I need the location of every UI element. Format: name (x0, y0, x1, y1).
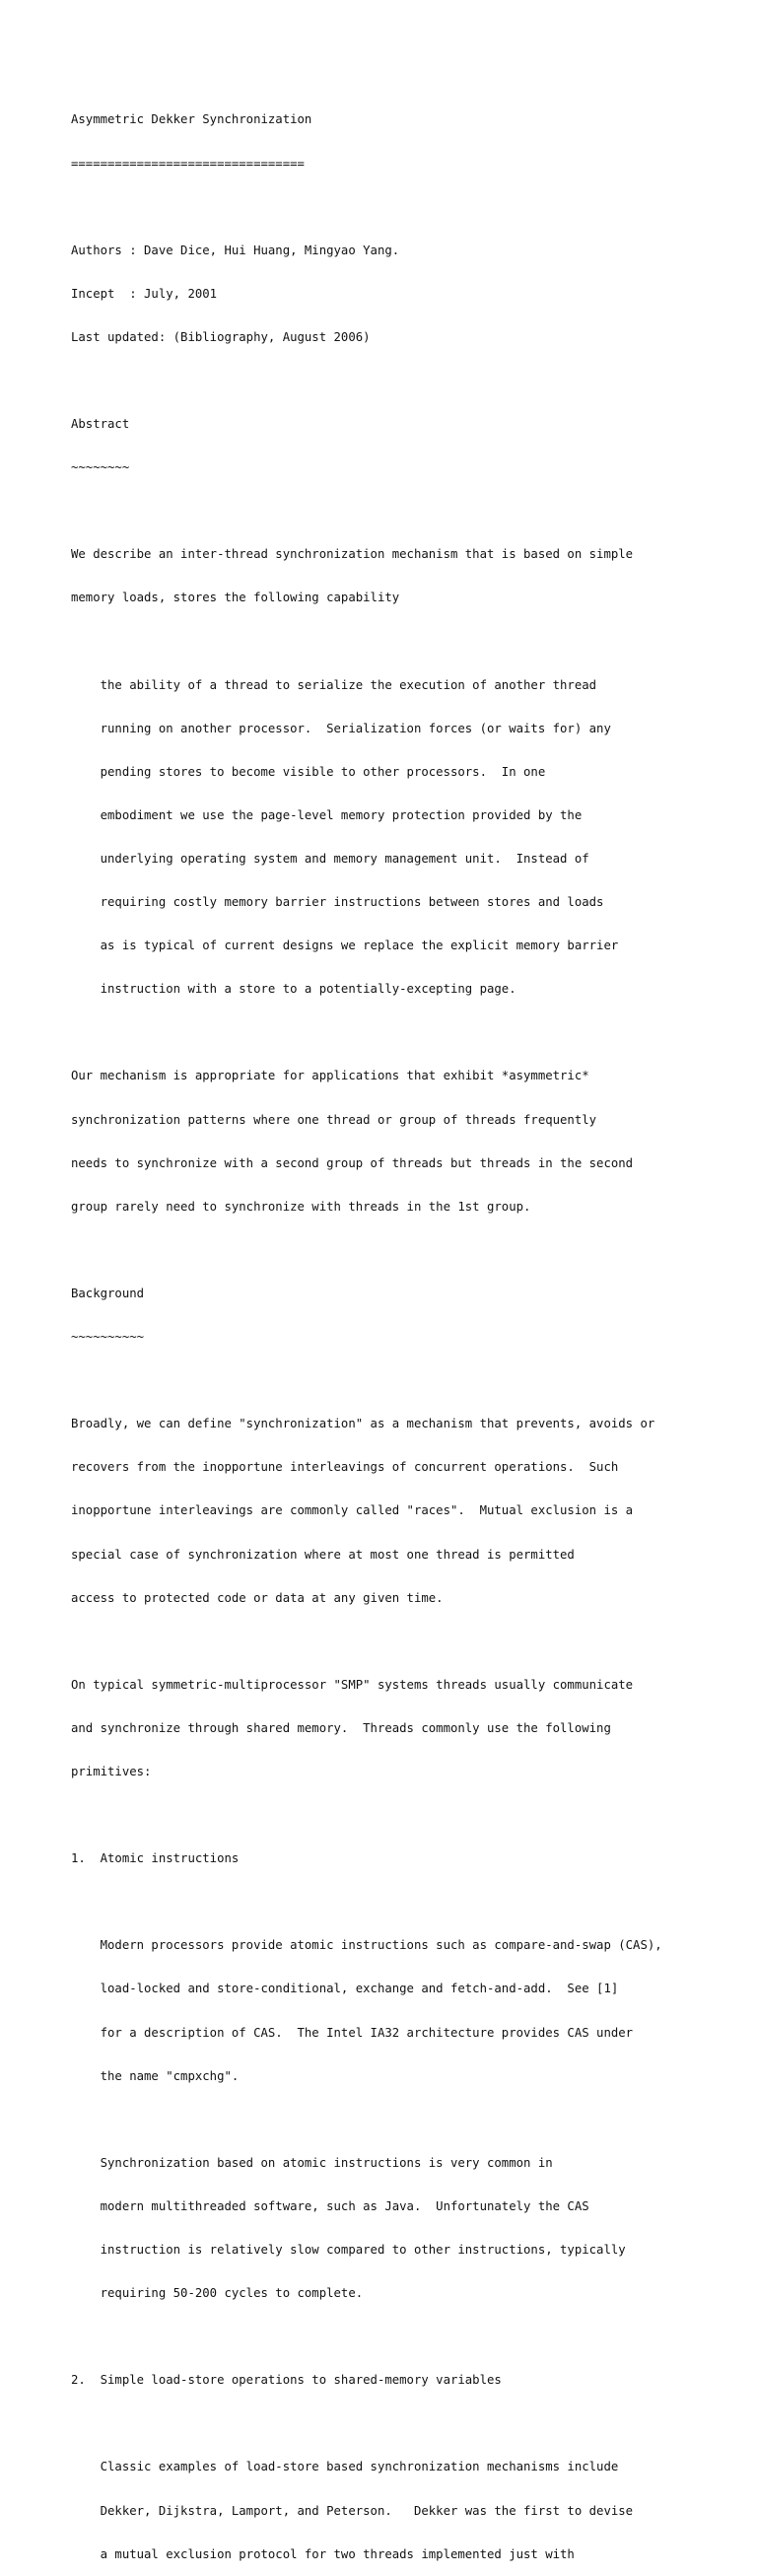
list-item-1-p1-line: load-locked and store-conditional, exchange and fetch-and-add. See [1] (71, 1982, 619, 1996)
abstract-heading: Abstract (71, 417, 130, 432)
authors-line: Authors : Dave Dice, Hui Huang, Mingyao Yang. (71, 243, 400, 257)
list-item-2-heading: 2. Simple load-store operations to shared-memory variables (71, 2373, 502, 2388)
list-item-1-p2-line: modern multithreaded software, such as Java. Unfortunately the CAS (71, 2198, 589, 2213)
abstract-mechanism-line: needs to synchronize with a second group of threads but threads in the second (71, 1155, 634, 1170)
abstract-quote-line: embodiment we use the page-level memory protection provided by the (71, 807, 583, 822)
abstract-underline: ~~~~~~~~ (71, 460, 130, 475)
list-item-1-p2-line: instruction is relatively slow compared to other instructions, typically (71, 2243, 626, 2257)
blank-line (71, 2113, 741, 2127)
background-p1-line: Broadly, we can define "synchronization" as a mechanism that prevents, avoids or (71, 1417, 655, 1431)
abstract-intro-line: We describe an inter-thread synchronization mechanism that is based on simple (71, 547, 634, 562)
blank-line (71, 1635, 741, 1649)
list-item-1-p2-line: Synchronization based on atomic instructions is very common in (71, 2155, 553, 2170)
blank-line (71, 1808, 741, 1823)
background-p2-line: and synchronize through shared memory. Threads commonly use the following (71, 1720, 611, 1735)
blank-line (71, 1243, 741, 1258)
title-underline: ================================ (71, 156, 305, 171)
background-p1-line: special case of synchronization where at most one thread is permitted (71, 1547, 575, 1562)
blank-line (71, 1373, 741, 1388)
blank-line (71, 2330, 741, 2344)
list-item-1-p1-line: for a description of CAS. The Intel IA32 architecture provides CAS under (71, 2025, 634, 2040)
list-item-1-p1-line: the name "cmpxchg". (71, 2068, 240, 2083)
background-p2-line: On typical symmetric-multiprocessor "SMP" systems threads usually communicate (71, 1677, 634, 1692)
abstract-mechanism-line: Our mechanism is appropriate for applications that exhibit *asymmetric* (71, 1069, 589, 1083)
abstract-quote-line: instruction with a store to a potentially-excepting page. (71, 982, 516, 997)
abstract-quote-line: as is typical of current designs we replace the explicit memory barrier (71, 939, 619, 953)
blank-line (71, 1895, 741, 1910)
list-item-2-p1-line: Dekker, Dijkstra, Lamport, and Peterson. Dekker was the first to devise (71, 2503, 634, 2518)
document-body (71, 84, 741, 2576)
abstract-intro-line: memory loads, stores the following capability (71, 591, 400, 605)
blank-line (71, 504, 741, 519)
blank-line (71, 374, 741, 388)
abstract-quote-line: the ability of a thread to serialize the execution of another thread (71, 677, 597, 692)
blank-line (71, 1025, 741, 1040)
abstract-quote-line: requiring costly memory barrier instructions between stores and loads (71, 895, 604, 910)
document-title: Asymmetric Dekker Synchronization (71, 112, 312, 127)
abstract-mechanism-line: group rarely need to synchronize with threads in the 1st group. (71, 1199, 531, 1214)
list-item-1-p1-line: Modern processors provide atomic instructions such as compare-and-swap (CAS), (71, 1938, 662, 1953)
list-item-1-p2-line: requiring 50-200 cycles to complete. (71, 2286, 364, 2301)
blank-line (71, 635, 741, 650)
background-underline: ~~~~~~~~~~ (71, 1330, 145, 1345)
background-heading: Background (71, 1286, 145, 1300)
list-item-1-heading: 1. Atomic instructions (71, 1851, 240, 1866)
blank-line (71, 2416, 741, 2431)
abstract-quote-line: pending stores to become visible to other processors. In one (71, 764, 546, 779)
blank-line (71, 200, 741, 215)
background-p2-line: primitives: (71, 1764, 152, 1778)
abstract-quote-line: underlying operating system and memory management unit. Instead of (71, 852, 589, 866)
last-updated-line: Last updated: (Bibliography, August 2006) (71, 329, 371, 344)
list-item-2-p1-line: Classic examples of load-store based synchronization mechanisms include (71, 2460, 619, 2474)
abstract-quote-line: running on another processor. Serialization forces (or waits for) any (71, 721, 611, 735)
background-p1-line: inopportune interleavings are commonly called "races". Mutual exclusion is a (71, 1503, 634, 1518)
incept-line: Incept : July, 2001 (71, 286, 218, 301)
abstract-mechanism-line: synchronization patterns where one thread or group of threads frequently (71, 1112, 597, 1127)
background-p1-line: access to protected code or data at any given time. (71, 1590, 444, 1605)
background-p1-line: recovers from the inopportune interleavings of concurrent operations. Such (71, 1460, 619, 1475)
list-item-2-p1-line: a mutual exclusion protocol for two threads implemented just with (71, 2546, 575, 2561)
